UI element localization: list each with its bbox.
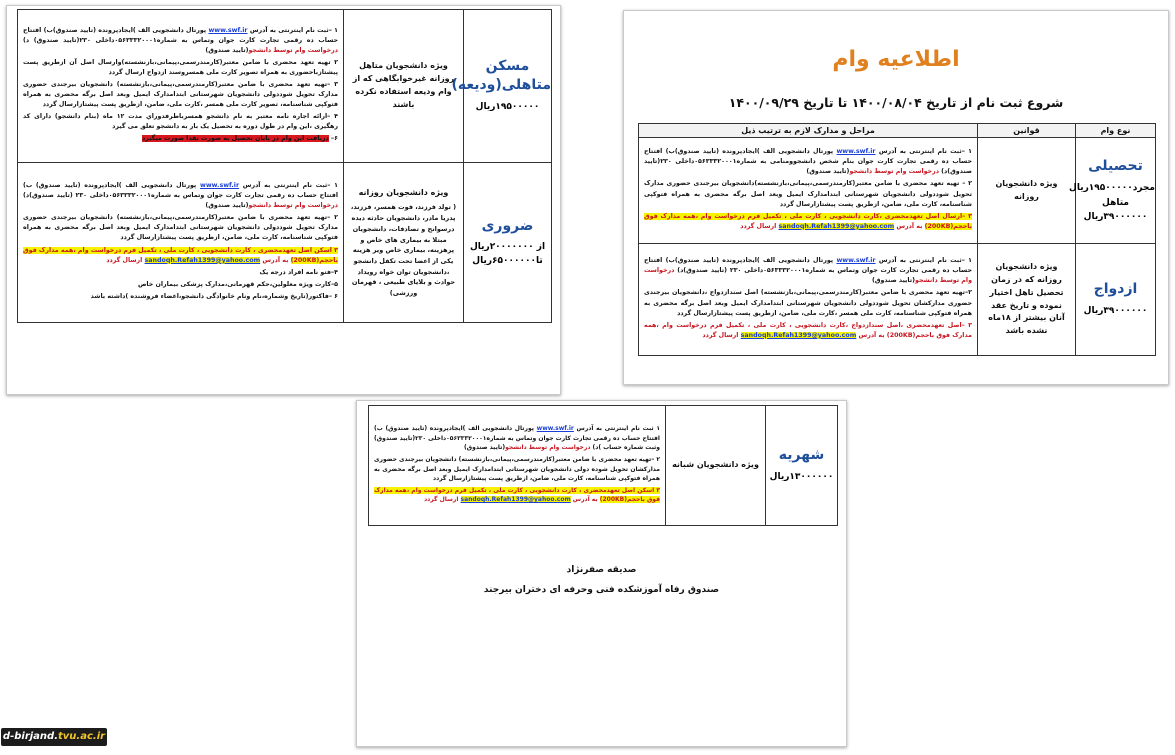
step-1: ۱ –ثبت نام اینترنتی به آدرس www.swf.ir پورتال دانشجویی الف )ایجادپرونده (تایید صندوق)ب) افتتاح حساب ده رقمی تجارت کارت جوان بنام شخص دانشجوومنامی به شماره۰۵۶۳۳۳۲۰۰۰۱داخلی ۲۳۰(تایید صندوق)د) درخواست وام توسط دانشجو(تایید صندوق) bbox=[644, 148, 973, 176]
header-rules: قوانین bbox=[978, 124, 1076, 138]
step-6: ۶ –فاکتور(تاریخ وشماره،نام ونام خانوادگی دانشجو،اعضاء فروشنده )داشته باشد bbox=[90, 292, 338, 300]
loan-rule-title: ویژه دانشجویان روزانه bbox=[358, 188, 449, 198]
loan-table-page2 bbox=[17, 9, 552, 323]
signature-name: صدیقه صفرنژاد bbox=[566, 565, 637, 575]
loan-type-cell bbox=[1069, 138, 1156, 244]
notice-title: اطلاعیه وام bbox=[832, 47, 960, 72]
step-1: ۱ –ثبت نام اینترنتی به آدرس www.swf.ir پورتال دانشجویی الف )ایجادپرونده (تایید صندوق)ب) افتتاح حساب ده رقمی تجارت کارت جوان وتماس به شماره۰۵۶۳۳۳۲۰۰۰۱داخلی ۲۳۰ (تایید صندوق)د) درخواست وام توسط دانشجو(تایید صندوق) bbox=[644, 257, 972, 285]
loan-rule-cell: ویژه دانشجویان روزانه که در زمان تحصیل تاهل اختیار نموده و تاریخ عقد آنان بیشتر از ۱۸ماه نشده باشد bbox=[978, 244, 1076, 356]
step-5: ۶– دریافت این وام در پایان تحصیل به صورت نقدا صورت میگیرد bbox=[141, 135, 338, 143]
website-link[interactable]: www.swf.ir bbox=[536, 425, 574, 433]
loan-amount-max: تا۶۵۰۰۰۰۰۰ریال bbox=[472, 255, 543, 266]
header-loan-type: نوع وام bbox=[1076, 124, 1156, 138]
step-4: ۴–فتو نامه افراد درجه یک bbox=[259, 268, 338, 276]
step-2: ۲ –تهیه تعهد محضری با ضامن معتبر(کارمندرسمی،پیمانی،بازنشسته) دانشجویان بیرجندی حضوری مدارک تحویل شوددولی دانشجویان شهرستانی ابتدامدارک ایمیل وبعد اصل برگه محضری به همراه فتوکپی شناسنامه، کارت ملی، ضامن، ازطریق پست پیشتازارسال گردد bbox=[23, 214, 338, 242]
loan-amount: ۱۳۰۰۰۰۰۰ریال bbox=[769, 472, 834, 483]
step-3: ۳ –اصل تعهدمحضری ،اصل سندازدواج ،کارت دانشجویی ، کارت ملی ، تکمیل فرم درخواست وام ،همه مدارک فوق باحجم(200KB) به آدرس sandoqh.Refah1399@yahoo.com ارسال گردد bbox=[644, 321, 972, 339]
step-4: ۴ –ارائه اجاره نامه معتبر به نام دانشجو همسرباطرفدوراي مدت ۱۲ ماه (بنام دانشجو) دارای کد رهگیری ،این وام در طول دوره به تحصیل یک بار به دانشجو تعلق می گیرد bbox=[23, 113, 338, 131]
table-row bbox=[369, 406, 838, 526]
table-row bbox=[639, 138, 1156, 244]
warning-highlight: دریافت این وام در پایان تحصیل به صورت نقدا صورت میگیرد bbox=[141, 135, 329, 143]
table-row bbox=[18, 10, 552, 163]
loan-steps-cell bbox=[369, 406, 666, 526]
document-page-notice bbox=[623, 10, 1169, 385]
loan-type-cell bbox=[1076, 244, 1156, 356]
step-2: ۲ تهیه تعهد محضری با ضامن معتبر(کارمندرسمی،پیمانی،بازنشسته)وارسال اصل آن ازطریق پست پیشتازباحضوری به همراه تصویر کارت ملی همسروسند ازدواج ارسال گردد bbox=[23, 58, 338, 76]
step-3: ۳ اسکن اصل تعهدمحضری ، کارت دانشجویی ، کارت ملی ، تکمیل فرم درخواست وام ،همه مدارک فوق باحجم(200KB) به آدرس sandoqh.Refah1399@yahoo.com ارسال گردد bbox=[23, 246, 338, 264]
loan-steps-cell bbox=[639, 244, 978, 356]
loan-type-cell bbox=[766, 406, 838, 526]
step-5: ۵–کارت ویژه معلولین،حکم قهرمانی،مدارک پزشکی بیماران خاص bbox=[137, 280, 338, 288]
step-3: ۳ اسکن اصل تعهدمحضری ، کارت دانشجویی ، کارت ملی ، تکمیل فرم درخواست وام ،همه مدارک فوق باحجم(200KB) به آدرس sandoqh.Refah1399@yahoo.com ارسال گردد bbox=[374, 486, 660, 504]
loan-amount: ۱۹۵۰۰۰۰۰ریال bbox=[475, 102, 540, 113]
table-row bbox=[639, 244, 1156, 356]
step-2: ۲ –تهیه تعهد محضری با ضامن معتبر(کارمندرسمی،پیمانی،بازنشسته) دانشجویان بیرجندی حضوری مدارکشان تحویل شوده دولی دانشجویان شهرستانی ابتدامدارک ایمیل وبعد اصل برگه محضری به همراه فتوکپی شناسنامه، کارت ملی، ضامن، ازطریق پست پیشتازارسال گردد bbox=[374, 455, 660, 483]
site-watermark: d-birjand.tvu.ac.ir bbox=[1, 728, 107, 746]
step-1: ۱ ثبت نام اینترنتی به آدرس www.swf.ir پورتال دانشجویی الف )ایجادپرونده (تایید صندوق) ب) افتتاح حساب ده رقمی تجارت کارت جوان وتماس به شماره۰۵۶۳۳۳۲۰۰۰۱داخلی ۲۳۰(تایید صندوق) وثبت شماره حساب )د) درخواست وام توسط دانشجو(تایید صندوق) bbox=[374, 425, 660, 452]
table-row bbox=[18, 163, 552, 323]
loan-rule-cell: ویژه دانشجویان متاهل روزانه غیرخوابگاهی که از وام ودیعه استفاده نکرده باشند bbox=[344, 10, 464, 163]
email-link[interactable]: sandoqh.Refah1399@yahoo.com bbox=[144, 256, 261, 264]
step-1: ۱ –ثبت نام اینترنتی به آدرس www.swf.ir پورتال دانشجویی الف )ایجادپرونده (تایید صندوق) ب) افتتاح حساب ده رقمی تجارت کارت جوان وتماس به شماره۰۵۶۳۳۳۲۰۰۰۱داخلی ۲۳۰ (تایید صندوق)د) درخواست وام توسط دانشجو(تایید صندوق) bbox=[23, 182, 338, 210]
loan-amount: ۳۹۰۰۰۰۰۰ریال bbox=[1083, 306, 1148, 317]
step-2: ۲ – تهیه تعهد محضری با ضامن معتبر(کارمندرسمی،پیمانی،بازنشسته)دانشجویان بیرجندی حضوری مدارک تحویل شوددولی دانشجویان شهرستانی ابتدامدارک ایمیل وبعد اصل برگه محضری به همراه فتوکپی شناسنامه، کارت ملی، ضامن، ازطریق پست پیشتازارسال گردد bbox=[644, 180, 972, 208]
loan-type-name: ازدواج bbox=[1093, 281, 1138, 298]
loan-rule-cell: ویژه دانشجویان شبانه bbox=[666, 406, 766, 526]
website-link[interactable]: www.swf.ir bbox=[208, 26, 248, 34]
table-header-row bbox=[639, 124, 1156, 138]
website-link[interactable]: www.swf.ir bbox=[836, 257, 876, 265]
website-link[interactable]: www.swf.ir bbox=[200, 182, 240, 190]
header-steps: مراحل و مدارک لازم به ترتیب ذیل bbox=[639, 124, 978, 138]
loan-type-name: ضروری bbox=[481, 217, 534, 234]
loan-amount-single: مجرد۱۹۵۰۰۰۰۰ریال bbox=[1069, 182, 1155, 193]
loan-steps-cell bbox=[18, 163, 344, 323]
email-link[interactable]: sandoqh.Refah1399@yahoo.com bbox=[460, 496, 571, 504]
website-link[interactable]: www.swf.ir bbox=[836, 148, 876, 156]
loan-type-name: مسکن متاهلی(ودیعه) bbox=[451, 58, 551, 94]
loan-amount: از ۲۰۰۰۰۰۰۰ریال bbox=[469, 242, 546, 253]
document-page-housing-emergency bbox=[6, 5, 561, 395]
step-1: ۱ –ثبت نام اینترنتی به آدرس www.swf.ir پورتال دانشجویی الف )ایجادپرونده (تایید صندوق)ب) افتتاح حساب ده رقمی تجارت کارت جوان وتماس به شماره۰۵۶۳۳۳۲۰۰۰۱داخلی ۲۳۰(تایید صندوق) د) درخواست وام توسط دانشجو(تایید صندوق) bbox=[23, 26, 339, 54]
loan-amount-married: متاهل ۳۹۰۰۰۰۰۰ریال bbox=[1083, 198, 1148, 222]
loan-type-name: تحصیلی bbox=[1088, 157, 1143, 174]
email-link[interactable]: sandoqh.Refah1399@yahoo.com bbox=[740, 331, 857, 339]
loan-type-cell bbox=[464, 163, 552, 323]
signature-organization: صندوق رفاه آموزشکده فنی وحرفه ای دختران بیرجند bbox=[483, 585, 720, 595]
loan-steps-cell bbox=[639, 138, 978, 244]
step-3: ۳ –ارسال اصل تعهدمحضری ،کارت دانشجویی ، کارت ملی ، تکمیل فرم درخواست وام ،همه مدارک فوق باحجم(200KB) به آدرس sandoqh.Refah1399@yahoo.com ارسال گردد bbox=[644, 212, 972, 230]
loan-type-cell bbox=[451, 10, 552, 163]
step-3: ۳ –تهیه تعهد محضری با ضامن معتبر(کارمندرسمی،پیمانی،بازنشسته) دانشجویان بیرجندی حضوری مدارک تحویل شوددولی دانشجویان شهرستانی ابتدامدارک ایمیل وبعد اصل برگه محضری به همراه فتوکپی شناسنامه، تصویر کارت ملی همسر ،کارت ملی، ضامن، ازطریق پست پیشتازارسال گردد bbox=[23, 80, 338, 109]
notice-subtitle: شروع ثبت نام از تاریخ ۱۴۰۰/۰۸/۰۴ تا تاریخ ۱۴۰۰/۰۹/۲۹ bbox=[728, 95, 1064, 110]
loan-type-name: شهریه bbox=[778, 447, 825, 464]
loan-table-page1 bbox=[638, 123, 1156, 356]
loan-table-page3 bbox=[368, 405, 838, 526]
loan-rule-cell bbox=[344, 163, 464, 323]
email-link[interactable]: sandoqh.Refah1399@yahoo.com bbox=[778, 222, 895, 230]
loan-rule-detail: ( تولد فرزند، فوت همسر، فرزند، پدریا مادر، دانشجویان حادثه دیده درسوانح و تصادفات، دانشجویان مبتلا به بیماری های خاص و پرهزینه، بیماری خاص ویر هزینه یکی از اعضا تحت تکفل دانشجو ،دانشجویان توان خواه رویداد حوادث و بلایای طبیعی ، قهرمان ورزشی) bbox=[350, 203, 457, 298]
loan-rule-cell: ویژه دانشجویان روزانه bbox=[978, 138, 1076, 244]
step-2: ۲–تهیه تعهد محضری با ضامن معتبر(کارمندرسمی،پیمانی،بازنشسته) اصل سندازدواج ،دانشجویان بیرجندی حضوری مدارکشان تحویل شوددولی دانشجویان شهرستانی ابتدامدارک ایمیل وبعد اصل برگه محضری به همراه فتوکپی شناسنامه، کارت ملی همسر ،کارت ملی، ضامن، ازطریق پست پیشتازارسال گردد bbox=[644, 289, 972, 317]
document-page-tuition bbox=[356, 400, 847, 747]
loan-steps-cell bbox=[18, 10, 344, 163]
